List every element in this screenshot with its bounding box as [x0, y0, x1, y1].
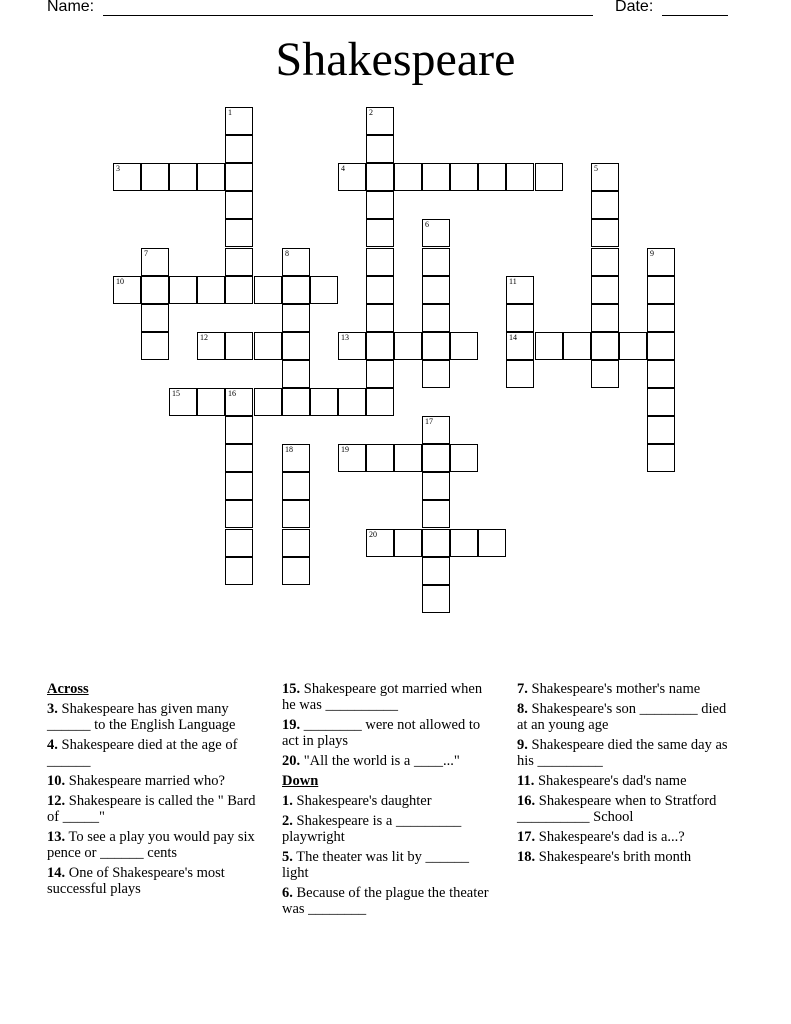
- grid-cell[interactable]: [591, 219, 619, 247]
- grid-cell[interactable]: [225, 332, 253, 360]
- grid-cell[interactable]: [591, 276, 619, 304]
- grid-cell[interactable]: [254, 276, 282, 304]
- grid-cell[interactable]: [422, 472, 450, 500]
- clue-down-17: 17. Shakespeare's dad is a...?: [517, 829, 685, 845]
- grid-cell[interactable]: [225, 557, 253, 585]
- clue-down-18: 18. Shakespeare's brith month: [517, 849, 692, 865]
- grid-cell[interactable]: [422, 332, 450, 360]
- date-label: Date:: [615, 0, 654, 15]
- clue-across-12: 12. Shakespeare is called the " Bard of _____": [47, 793, 256, 825]
- grid-cell[interactable]: [141, 332, 169, 360]
- down-heading: Down: [282, 773, 319, 789]
- grid-cell[interactable]: [647, 248, 675, 276]
- grid-cell[interactable]: [310, 276, 338, 304]
- grid-cell[interactable]: [366, 304, 394, 332]
- cell-number: 16: [228, 389, 236, 398]
- grid-cell[interactable]: [535, 332, 563, 360]
- cell-number: 8: [285, 249, 289, 258]
- cell-number: 12: [200, 333, 208, 342]
- grid-cell[interactable]: [254, 332, 282, 360]
- grid-cell[interactable]: [366, 276, 394, 304]
- grid-cell[interactable]: [422, 304, 450, 332]
- clue-across-10: 10. Shakespeare married who?: [47, 773, 225, 789]
- cell-number: 1: [228, 108, 232, 117]
- grid-cell[interactable]: [225, 388, 253, 416]
- clue-down-5: 5. The theater was lit by ______ light: [282, 849, 469, 881]
- clue-across-3: 3. Shakespeare has given many ______ to the English Language: [47, 701, 236, 733]
- clue-down-9: 9. Shakespeare died the same day as his _________: [517, 737, 728, 769]
- grid-cell[interactable]: [591, 360, 619, 388]
- grid-cell[interactable]: [310, 388, 338, 416]
- grid-cell[interactable]: [225, 107, 253, 135]
- grid-cell[interactable]: [422, 248, 450, 276]
- clue-column-1: [47, 681, 262, 901]
- grid-cell[interactable]: [366, 248, 394, 276]
- grid-cell[interactable]: [647, 276, 675, 304]
- cell-number: 20: [369, 530, 377, 539]
- clue-across-19: 19. ________ were not allowed to act in plays: [282, 717, 481, 749]
- grid-cell[interactable]: [422, 500, 450, 528]
- grid-cell[interactable]: [338, 388, 366, 416]
- grid-cell[interactable]: [366, 163, 394, 191]
- grid-cell[interactable]: [282, 276, 310, 304]
- grid-cell[interactable]: [282, 444, 310, 472]
- grid-cell[interactable]: [169, 276, 197, 304]
- grid-cell[interactable]: [141, 304, 169, 332]
- cell-number: 15: [172, 389, 180, 398]
- grid-cell[interactable]: [338, 163, 366, 191]
- grid-cell[interactable]: [366, 332, 394, 360]
- grid-cell[interactable]: [254, 388, 282, 416]
- clue-down-1: 1. Shakespeare's daughter: [282, 793, 432, 809]
- name-label: Name:: [47, 0, 95, 15]
- clue-column-3: [517, 681, 732, 869]
- grid-cell[interactable]: [422, 557, 450, 585]
- cell-number: 3: [116, 164, 120, 173]
- grid-cell[interactable]: [506, 332, 534, 360]
- cell-number: 13: [341, 333, 349, 342]
- grid-cell[interactable]: [422, 163, 450, 191]
- grid-cell[interactable]: [225, 472, 253, 500]
- grid-cell[interactable]: [506, 304, 534, 332]
- grid-cell[interactable]: [450, 529, 478, 557]
- grid-cell[interactable]: [591, 332, 619, 360]
- grid-cell[interactable]: [647, 444, 675, 472]
- grid-cell[interactable]: [366, 219, 394, 247]
- grid-cell[interactable]: [591, 191, 619, 219]
- grid-cell[interactable]: [506, 163, 534, 191]
- grid-cell[interactable]: [478, 163, 506, 191]
- grid-cell[interactable]: [647, 332, 675, 360]
- grid-cell[interactable]: [225, 444, 253, 472]
- grid-cell[interactable]: [141, 248, 169, 276]
- clue-across-13: 13. To see a play you would pay six pence or ______ cents: [47, 829, 255, 861]
- grid-cell[interactable]: [394, 444, 422, 472]
- grid-cell[interactable]: [422, 416, 450, 444]
- grid-cell[interactable]: [647, 360, 675, 388]
- grid-cell[interactable]: [422, 276, 450, 304]
- clue-down-6: 6. Because of the plague the theater was ________: [282, 885, 489, 917]
- grid-cell[interactable]: [225, 163, 253, 191]
- grid-cell[interactable]: [591, 304, 619, 332]
- cell-number: 5: [594, 164, 598, 173]
- grid-cell[interactable]: [450, 444, 478, 472]
- grid-cell[interactable]: [282, 529, 310, 557]
- grid-cell[interactable]: [563, 332, 591, 360]
- cell-number: 4: [341, 164, 345, 173]
- grid-cell[interactable]: [450, 163, 478, 191]
- clue-down-7: 7. Shakespeare's mother's name: [517, 681, 701, 697]
- clue-across-4: 4. Shakespeare died at the age of ______: [47, 737, 238, 769]
- clue-column-2: [282, 681, 497, 921]
- grid-cell[interactable]: [647, 416, 675, 444]
- grid-cell[interactable]: [197, 388, 225, 416]
- grid-cell[interactable]: [225, 191, 253, 219]
- grid-cell[interactable]: [225, 529, 253, 557]
- grid-cell[interactable]: [282, 248, 310, 276]
- grid-cell[interactable]: [225, 248, 253, 276]
- grid-cell[interactable]: [591, 163, 619, 191]
- grid-cell[interactable]: [422, 585, 450, 613]
- across-heading: Across: [47, 681, 89, 697]
- grid-cell[interactable]: [394, 332, 422, 360]
- page-title: Shakespeare: [275, 33, 516, 86]
- grid-cell[interactable]: [366, 529, 394, 557]
- grid-cell[interactable]: [506, 276, 534, 304]
- grid-cell[interactable]: [366, 107, 394, 135]
- grid-cell[interactable]: [282, 500, 310, 528]
- cell-number: 18: [285, 445, 293, 454]
- cell-number: 6: [425, 220, 429, 229]
- grid-cell[interactable]: [225, 500, 253, 528]
- grid-cell[interactable]: [225, 135, 253, 163]
- grid-cell[interactable]: [282, 332, 310, 360]
- grid-cell[interactable]: [225, 219, 253, 247]
- cell-number: 2: [369, 108, 373, 117]
- cell-number: 14: [509, 333, 517, 342]
- grid-cell[interactable]: [422, 444, 450, 472]
- grid-cell[interactable]: [366, 444, 394, 472]
- grid-cell[interactable]: [394, 529, 422, 557]
- grid-cell[interactable]: [282, 472, 310, 500]
- grid-cell[interactable]: [282, 304, 310, 332]
- grid-cell[interactable]: [619, 332, 647, 360]
- grid-cell[interactable]: [535, 163, 563, 191]
- clue-across-15: 15. Shakespeare got married when he was __________: [282, 681, 483, 713]
- grid-cell[interactable]: [647, 388, 675, 416]
- grid-cell[interactable]: [366, 360, 394, 388]
- cell-number: 11: [509, 277, 517, 286]
- cell-number: 19: [341, 445, 349, 454]
- grid-cell[interactable]: [197, 163, 225, 191]
- clue-down-11: 11. Shakespeare's dad's name: [517, 773, 687, 789]
- grid-cell[interactable]: [647, 304, 675, 332]
- cell-number: 10: [116, 277, 124, 286]
- grid-cell[interactable]: [366, 135, 394, 163]
- grid-cell[interactable]: [591, 248, 619, 276]
- grid-cell[interactable]: [282, 360, 310, 388]
- grid-cell[interactable]: [225, 416, 253, 444]
- grid-cell[interactable]: [282, 388, 310, 416]
- grid-cell[interactable]: [478, 529, 506, 557]
- grid-cell[interactable]: [225, 276, 253, 304]
- grid-cell[interactable]: [141, 163, 169, 191]
- grid-cell[interactable]: [282, 557, 310, 585]
- grid-cell[interactable]: [394, 163, 422, 191]
- grid-cell[interactable]: [197, 332, 225, 360]
- grid-cell[interactable]: [506, 360, 534, 388]
- grid-cell[interactable]: [141, 276, 169, 304]
- grid-cell[interactable]: [422, 360, 450, 388]
- grid-cell[interactable]: [169, 388, 197, 416]
- clue-down-2: 2. Shakespeare is a _________ playwright: [282, 813, 462, 845]
- grid-cell[interactable]: [450, 332, 478, 360]
- cell-number: 9: [650, 249, 654, 258]
- grid-cell[interactable]: [197, 276, 225, 304]
- clue-down-8: 8. Shakespeare's son ________ died at an young age: [517, 701, 727, 733]
- grid-cell[interactable]: [113, 276, 141, 304]
- clue-down-16: 16. Shakespeare when to Stratford __________ School: [517, 793, 717, 825]
- cell-number: 17: [425, 417, 433, 426]
- grid-cell[interactable]: [169, 163, 197, 191]
- grid-cell[interactable]: [366, 191, 394, 219]
- grid-cell[interactable]: [113, 163, 141, 191]
- grid-cell[interactable]: [422, 219, 450, 247]
- grid-cell[interactable]: [366, 388, 394, 416]
- grid-cell[interactable]: [422, 529, 450, 557]
- clue-across-14: 14. One of Shakespeare's most successful plays: [47, 865, 225, 897]
- cell-number: 7: [144, 249, 148, 258]
- grid-cell[interactable]: [338, 444, 366, 472]
- grid-cell[interactable]: [338, 332, 366, 360]
- clue-across-20: 20. "All the world is a ____...": [282, 753, 460, 769]
